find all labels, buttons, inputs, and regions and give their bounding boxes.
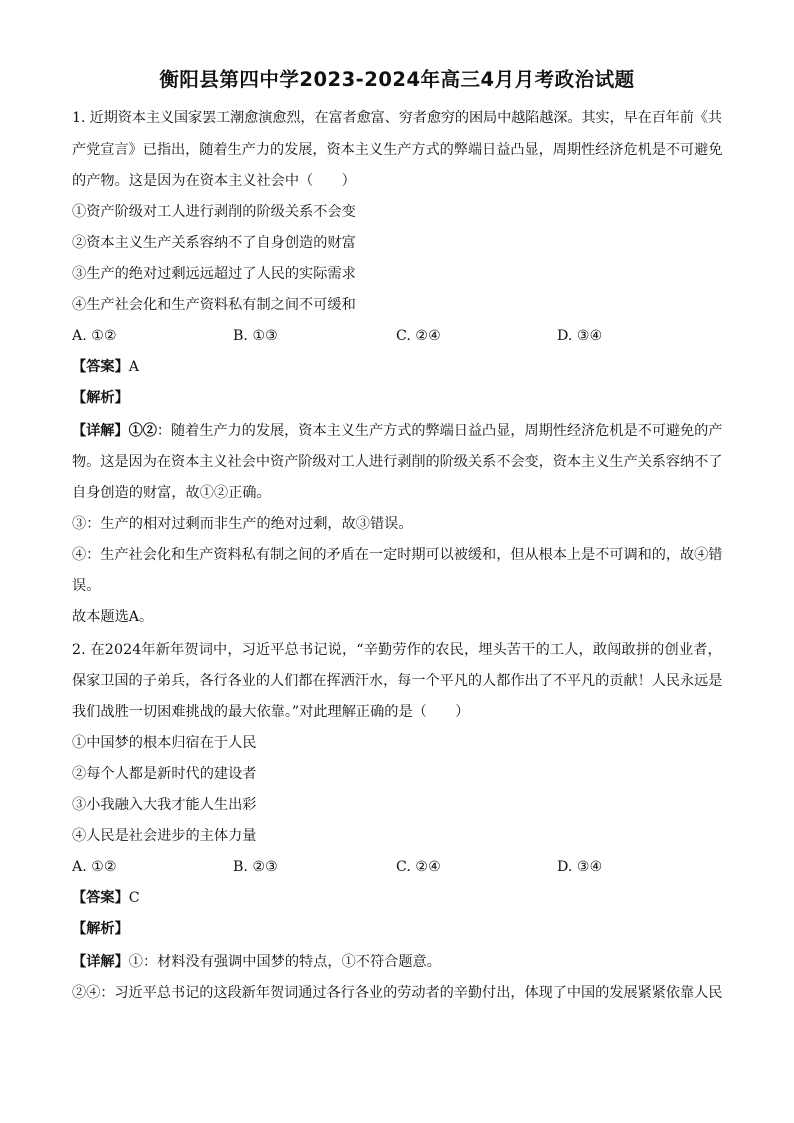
q1-conclusion: 故本题选A。 — [72, 609, 154, 625]
detail-label: 【详解】 — [72, 954, 129, 970]
q1-option-d: D. ③④ — [557, 328, 603, 344]
q1-detail-line: ④：生产社会化和生产资料私有制之间的矛盾在一定时期可以被缓和，但从根本上是不可调和的，故④错 — [72, 547, 723, 563]
q1-option-c: C. ②④ — [396, 328, 441, 344]
q1-detail-line: 物。这是因为在资本主义社会中资产阶级对工人进行剥削的阶级关系不会变，资本主义生产关系容纳不了 — [72, 454, 723, 470]
answer-value: C — [128, 890, 140, 906]
q2-option-a: A. ①② — [72, 859, 117, 875]
q1-option-b: B. ①③ — [233, 328, 278, 344]
q2-option-b: B. ②③ — [233, 859, 278, 875]
answer-value: A — [128, 359, 140, 375]
q1-item: ④生产社会化和生产资料私有制之间不可缓和 — [72, 297, 356, 313]
answer-label: 【答案】 — [72, 890, 129, 906]
q2-stem-line: 2. 在2024年新年贺词中，习近平总书记说，“辛勤劳作的农民，埋头苦干的工人，敢闯敢拼的创业者， — [72, 642, 722, 658]
q2-stem-line: 保家卫国的子弟兵，各行各业的人们都在挥洒汗水，每一个平凡的人都作出了不平凡的贡献！人民永远是 — [72, 673, 723, 689]
q2-detail-line: ②④：习近平总书记的这段新年贺词通过各行各业的劳动者的辛勤付出，体现了中国的发展紧紧依靠人民 — [72, 985, 723, 1001]
q2-item: ①中国梦的根本归宿在于人民 — [72, 735, 257, 751]
detail-label: 【详解】 — [72, 423, 129, 439]
answer-label: 【答案】 — [72, 359, 129, 375]
q1-analysis-label: 【解析】 — [72, 390, 129, 406]
detail-text: ①：材料没有强调中国梦的特点，①不符合题意。 — [128, 954, 441, 970]
q1-option-a: A. ①② — [72, 328, 117, 344]
q2-item: ③小我融入大我才能人生出彩 — [72, 797, 257, 813]
q1-detail-line — [72, 421, 722, 441]
detail-lead: ①② — [128, 423, 157, 439]
q1-item: ①资产阶级对工人进行剥削的阶级关系不会变 — [72, 204, 356, 220]
q2-detail-line — [72, 952, 441, 972]
detail-text: ：随着生产力的发展，资本主义生产方式的弊端日益凸显，周期性经济危机是不可避免的产 — [156, 423, 723, 439]
q2-option-c: C. ②④ — [396, 859, 441, 875]
q2-stem-line: 我们战胜一切困难挑战的最大依靠。”对此理解正确的是（ ） — [72, 704, 470, 720]
document-title: 衡阳县第四中学2023-2024年高三4月月考政治试题 — [159, 68, 635, 91]
q1-detail-line: ③：生产的相对过剩而非生产的绝对过剩，故③错误。 — [72, 516, 413, 532]
q1-stem-line: 产党宣言》已指出，随着生产力的发展，资本主义生产方式的弊端日益凸显，周期性经济危机是不可避免 — [72, 142, 723, 158]
q2-analysis-label: 【解析】 — [72, 921, 129, 937]
q2-item: ②每个人都是新时代的建设者 — [72, 766, 257, 782]
q1-stem-line: 1. 近期资本主义国家罢工潮愈演愈烈，在富者愈富、穷者愈穷的困局中越陷越深。其实，早在百年前《共 — [72, 110, 722, 126]
q1-item: ③生产的绝对过剩远远超过了人民的实际需求 — [72, 266, 356, 282]
q1-stem-line: 的产物。这是因为在资本主义社会中（ ） — [72, 173, 356, 189]
q1-answer — [72, 357, 139, 377]
q2-answer — [72, 888, 140, 908]
q1-detail-line: 自身创造的财富，故①②正确。 — [72, 485, 271, 501]
q1-detail-line: 误。 — [72, 578, 101, 594]
q2-item: ④人民是社会进步的主体力量 — [72, 828, 257, 844]
q1-item: ②资本主义生产关系容纳不了自身创造的财富 — [72, 235, 356, 251]
q2-option-d: D. ③④ — [557, 859, 603, 875]
